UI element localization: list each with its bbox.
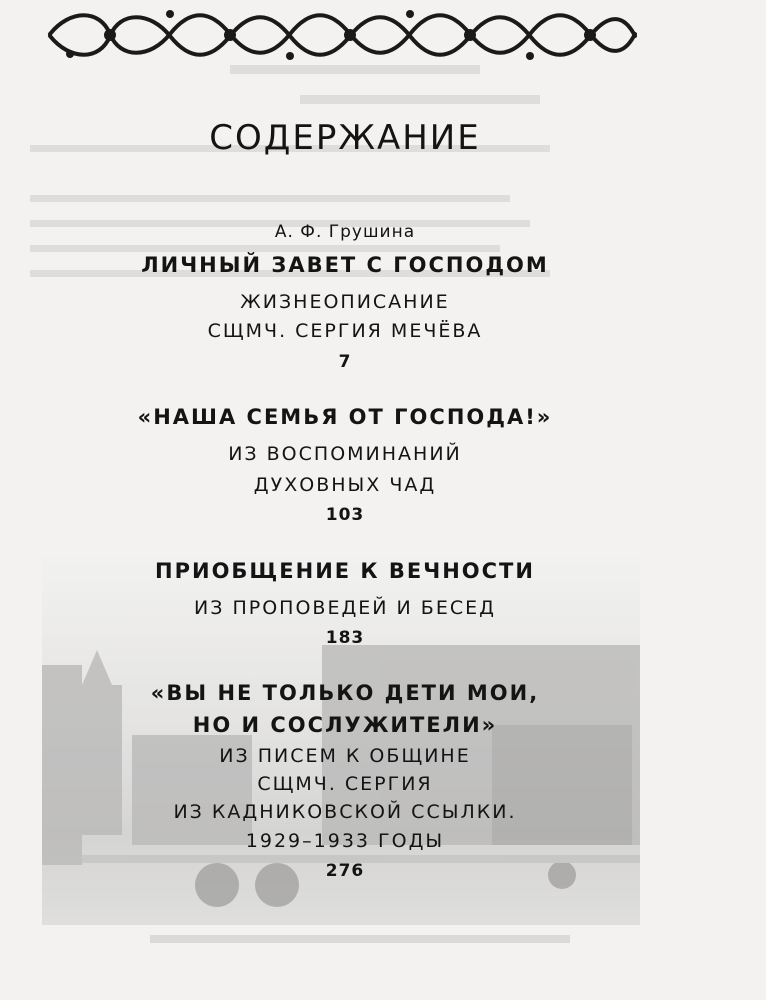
section-title: НО И СОСЛУЖИТЕЛИ» [192, 713, 498, 737]
section-subtitle: ИЗ ПРОПОВЕДЕЙ И БЕСЕД [194, 597, 496, 619]
section-subtitle: СЩМЧ. СЕРГИЯ [257, 773, 433, 795]
section-subtitle: ИЗ КАДНИКОВСКОЙ ССЫЛКИ. [173, 801, 517, 823]
section-subtitle: ЖИЗНЕОПИСАНИЕ [240, 291, 450, 313]
section-subtitle: 1929–1933 ГОДЫ [245, 830, 445, 852]
page-number: 103 [325, 505, 365, 525]
section-subtitle: ДУХОВНЫХ ЧАД [253, 474, 437, 496]
section-subtitle: ИЗ ВОСПОМИНАНИЙ [228, 443, 462, 465]
section-title: «НАША СЕМЬЯ ОТ ГОСПОДА!» [137, 405, 553, 429]
bleed-through-text [0, 60, 766, 360]
section-title: ЛИЧНЫЙ ЗАВЕТ С ГОСПОДОМ [141, 253, 549, 277]
section-title: «ВЫ НЕ ТОЛЬКО ДЕТИ МОИ, [150, 681, 540, 705]
bleed-through-text [150, 932, 570, 946]
page-number: 183 [325, 628, 365, 648]
section-subtitle: ИЗ ПИСЕМ К ОБЩИНЕ [219, 745, 471, 767]
section-subtitle: СЩМЧ. СЕРГИЯ МЕЧЁВА [207, 320, 483, 342]
ornament-border [40, 4, 640, 66]
page-number: 276 [325, 861, 365, 881]
page-title: СОДЕРЖАНИЕ [209, 118, 481, 158]
section-title: ПРИОБЩЕНИЕ К ВЕЧНОСТИ [155, 559, 535, 583]
author-name: А. Ф. Грушина [274, 222, 416, 242]
page-number: 7 [338, 352, 352, 372]
